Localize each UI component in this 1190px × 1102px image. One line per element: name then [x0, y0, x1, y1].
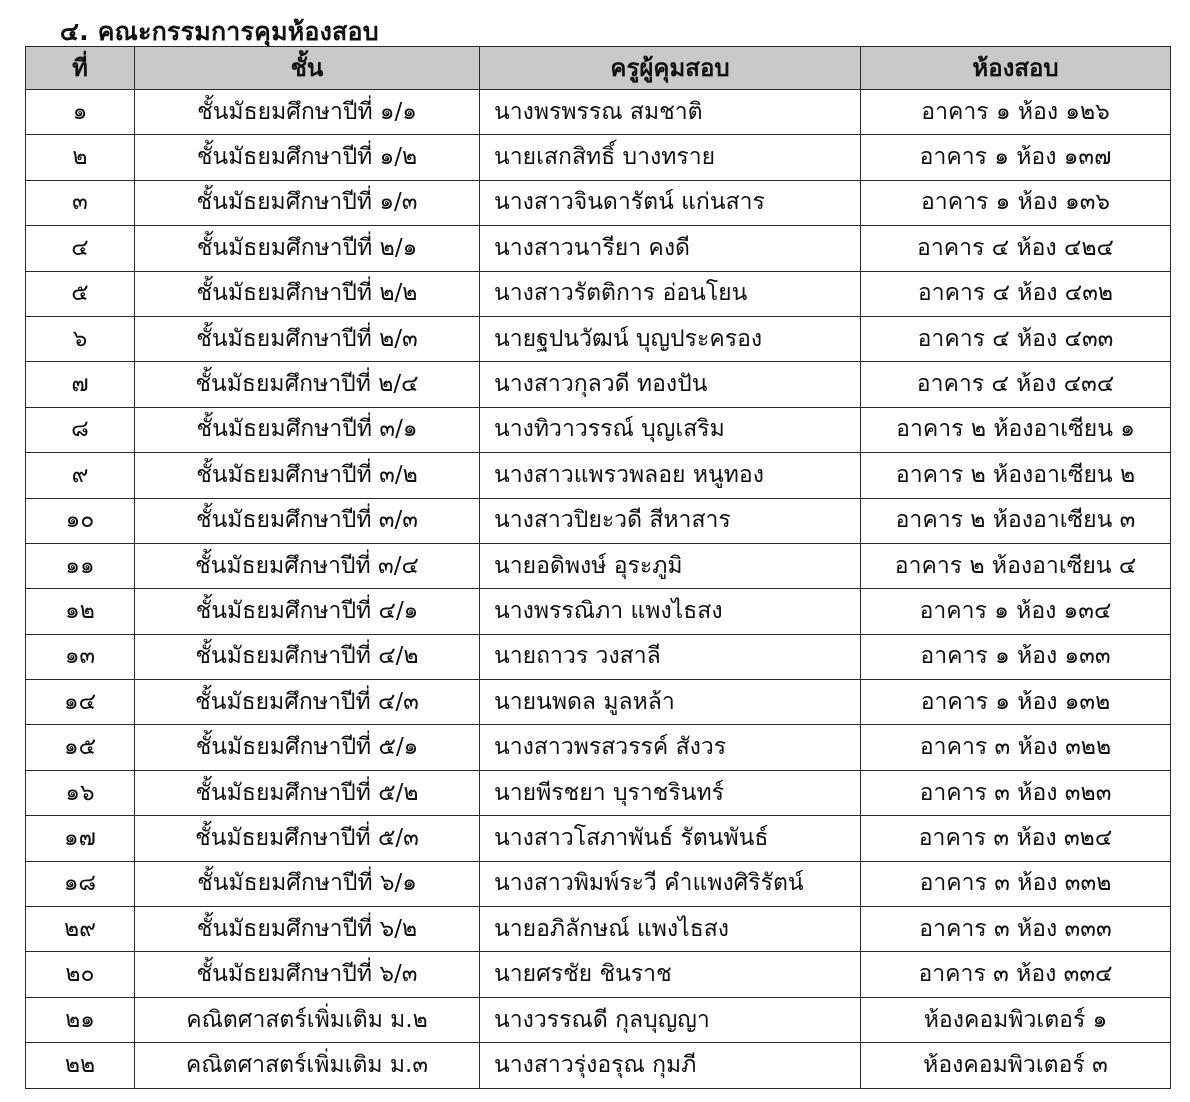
cell-teacher: นางสาวโสภาพันธ์ รัตนพันธ์ — [480, 816, 861, 861]
cell-room: อาคาร ๓ ห้อง ๓๒๒ — [861, 725, 1171, 770]
cell-no: ๙ — [26, 453, 135, 498]
table-row — [26, 135, 1171, 180]
table-row — [26, 770, 1171, 815]
cell-teacher: นางพรพรรณ สมชาติ — [480, 90, 861, 135]
cell-teacher: นางสาวพรสวรรค์ สังวร — [480, 725, 861, 770]
cell-room: อาคาร ๔ ห้อง ๔๓๔ — [861, 362, 1171, 407]
table-row — [26, 725, 1171, 770]
cell-room: อาคาร ๒ ห้องอาเซียน ๓ — [861, 498, 1171, 543]
cell-teacher: นายนพดล มูลหล้า — [480, 680, 861, 725]
table-row — [26, 680, 1171, 725]
header-room: ห้องสอบ — [861, 47, 1171, 90]
cell-class: ชั้นมัธยมศึกษาปีที่ ๕/๓ — [135, 816, 480, 861]
table-row — [26, 816, 1171, 861]
cell-teacher: นายฐปนวัฒน์ บุญประครอง — [480, 316, 861, 361]
cell-class: ชั้นมัธยมศึกษาปีที่ ๖/๑ — [135, 861, 480, 906]
cell-class: ชั้นมัธยมศึกษาปีที่ ๖/๓ — [135, 952, 480, 997]
cell-room: อาคาร ๓ ห้อง ๓๓๒ — [861, 861, 1171, 906]
cell-teacher: นางสาวกุลวดี ทองปัน — [480, 362, 861, 407]
cell-room: ห้องคอมพิวเตอร์ ๑ — [861, 997, 1171, 1042]
cell-room: อาคาร ๒ ห้องอาเซียน ๑ — [861, 407, 1171, 452]
header-row — [26, 47, 1171, 90]
table-header — [26, 47, 1171, 90]
cell-class: ชั้นมัธยมศึกษาปีที่ ๒/๔ — [135, 362, 480, 407]
cell-room: อาคาร ๔ ห้อง ๔๓๓ — [861, 316, 1171, 361]
cell-teacher: นายอดิพงษ์ อุระภูมิ — [480, 543, 861, 588]
cell-room: อาคาร ๓ ห้อง ๓๒๓ — [861, 770, 1171, 815]
cell-no: ๑๑ — [26, 543, 135, 588]
header-class: ชั้น — [135, 47, 480, 90]
cell-no: ๒๐ — [26, 952, 135, 997]
cell-teacher: นางสาวจินดารัตน์ แก่นสาร — [480, 180, 861, 225]
cell-teacher: นายเสกสิทธิ์ บางทราย — [480, 135, 861, 180]
cell-class: ชั้นมัธยมศึกษาปีที่ ๑/๓ — [135, 180, 480, 225]
cell-class: ชั้นมัธยมศึกษาปีที่ ๔/๒ — [135, 634, 480, 679]
cell-class: คณิตศาสตร์เพิ่มเติม ม.๓ — [135, 1043, 480, 1088]
table-row — [26, 407, 1171, 452]
table-row — [26, 634, 1171, 679]
cell-teacher: นางสาวพิมพ์ระวี คำแพงศิริรัตน์ — [480, 861, 861, 906]
cell-class: ชั้นมัธยมศึกษาปีที่ ๓/๑ — [135, 407, 480, 452]
cell-room: อาคาร ๑ ห้อง ๑๓๓ — [861, 634, 1171, 679]
cell-teacher: นายอภิลักษณ์ แพงไธสง — [480, 907, 861, 952]
cell-teacher: นายศรชัย ชินราช — [480, 952, 861, 997]
table-row — [26, 271, 1171, 316]
cell-teacher: นางสาวปิยะวดี สีหาสาร — [480, 498, 861, 543]
cell-room: ห้องคอมพิวเตอร์ ๓ — [861, 1043, 1171, 1088]
cell-teacher: นายพีรชยา บุราชรินทร์ — [480, 770, 861, 815]
cell-room: อาคาร ๓ ห้อง ๓๒๔ — [861, 816, 1171, 861]
cell-teacher: นางวรรณดี กุลบุญญา — [480, 997, 861, 1042]
cell-teacher: นายถาวร วงสาลี — [480, 634, 861, 679]
cell-teacher: นางพรรณิภา แพงไธสง — [480, 589, 861, 634]
cell-room: อาคาร ๑ ห้อง ๑๓๖ — [861, 180, 1171, 225]
table-row — [26, 498, 1171, 543]
cell-teacher: นางสาวแพรวพลอย หนูทอง — [480, 453, 861, 498]
cell-teacher: นางสาวนารียา คงดี — [480, 226, 861, 271]
table-row — [26, 952, 1171, 997]
cell-no: ๒ — [26, 135, 135, 180]
cell-no: ๘ — [26, 407, 135, 452]
cell-teacher: นางสาวรุ่งอรุณ กุมภี — [480, 1043, 861, 1088]
header-no: ที่ — [26, 47, 135, 90]
cell-no: ๑๓ — [26, 634, 135, 679]
table-row — [26, 861, 1171, 906]
cell-class: ชั้นมัธยมศึกษาปีที่ ๖/๒ — [135, 907, 480, 952]
cell-room: อาคาร ๔ ห้อง ๔๓๒ — [861, 271, 1171, 316]
cell-no: ๑๔ — [26, 680, 135, 725]
cell-no: ๑๒ — [26, 589, 135, 634]
table-row — [26, 90, 1171, 135]
cell-no: ๑๗ — [26, 816, 135, 861]
cell-class: ชั้นมัธยมศึกษาปีที่ ๒/๒ — [135, 271, 480, 316]
cell-no: ๗ — [26, 362, 135, 407]
cell-class: ชั้นมัธยมศึกษาปีที่ ๓/๔ — [135, 543, 480, 588]
cell-no: ๑๕ — [26, 725, 135, 770]
cell-room: อาคาร ๒ ห้องอาเซียน ๒ — [861, 453, 1171, 498]
table-row — [26, 997, 1171, 1042]
cell-room: อาคาร ๑ ห้อง ๑๓๒ — [861, 680, 1171, 725]
cell-class: ชั้นมัธยมศึกษาปีที่ ๒/๓ — [135, 316, 480, 361]
document-title: ๔. คณะกรรมการคุมห้องสอบ — [60, 17, 379, 46]
cell-class: คณิตศาสตร์เพิ่มเติม ม.๒ — [135, 997, 480, 1042]
cell-room: อาคาร ๑ ห้อง ๑๓๗ — [861, 135, 1171, 180]
table-row — [26, 226, 1171, 271]
table-row — [26, 543, 1171, 588]
cell-class: ชั้นมัธยมศึกษาปีที่ ๓/๓ — [135, 498, 480, 543]
exam-proctor-table — [25, 46, 1171, 1089]
header-teacher: ครูผู้คุมสอบ — [480, 47, 861, 90]
cell-teacher: นางทิวาวรรณ์ บุญเสริม — [480, 407, 861, 452]
cell-no: ๓ — [26, 180, 135, 225]
table-body — [26, 90, 1171, 1089]
cell-class: ชั้นมัธยมศึกษาปีที่ ๒/๑ — [135, 226, 480, 271]
cell-no: ๔ — [26, 226, 135, 271]
cell-teacher: นางสาวรัตติการ อ่อนโยน — [480, 271, 861, 316]
cell-class: ชั้นมัธยมศึกษาปีที่ ๕/๒ — [135, 770, 480, 815]
table-row — [26, 180, 1171, 225]
cell-room: อาคาร ๓ ห้อง ๓๓๓ — [861, 907, 1171, 952]
table-row — [26, 907, 1171, 952]
cell-no: ๑๐ — [26, 498, 135, 543]
cell-no: ๖ — [26, 316, 135, 361]
cell-room: อาคาร ๒ ห้องอาเซียน ๔ — [861, 543, 1171, 588]
cell-class: ชั้นมัธยมศึกษาปีที่ ๕/๑ — [135, 725, 480, 770]
cell-class: ชั้นมัธยมศึกษาปีที่ ๔/๑ — [135, 589, 480, 634]
cell-class: ชั้นมัธยมศึกษาปีที่ ๓/๒ — [135, 453, 480, 498]
table-row — [26, 1043, 1171, 1088]
cell-class: ชั้นมัธยมศึกษาปีที่ ๑/๒ — [135, 135, 480, 180]
cell-class: ชั้นมัธยมศึกษาปีที่ ๑/๑ — [135, 90, 480, 135]
cell-no: ๑๘ — [26, 861, 135, 906]
table-row — [26, 362, 1171, 407]
cell-class: ชั้นมัธยมศึกษาปีที่ ๔/๓ — [135, 680, 480, 725]
cell-room: อาคาร ๓ ห้อง ๓๓๔ — [861, 952, 1171, 997]
cell-no: ๒๒ — [26, 1043, 135, 1088]
table-row — [26, 589, 1171, 634]
cell-no: ๒๙ — [26, 907, 135, 952]
cell-no: ๑๖ — [26, 770, 135, 815]
cell-no: ๒๑ — [26, 997, 135, 1042]
table-row — [26, 453, 1171, 498]
cell-no: ๕ — [26, 271, 135, 316]
cell-room: อาคาร ๑ ห้อง ๑๒๖ — [861, 90, 1171, 135]
cell-room: อาคาร ๔ ห้อง ๔๒๔ — [861, 226, 1171, 271]
cell-no: ๑ — [26, 90, 135, 135]
table-row — [26, 316, 1171, 361]
cell-room: อาคาร ๑ ห้อง ๑๓๔ — [861, 589, 1171, 634]
